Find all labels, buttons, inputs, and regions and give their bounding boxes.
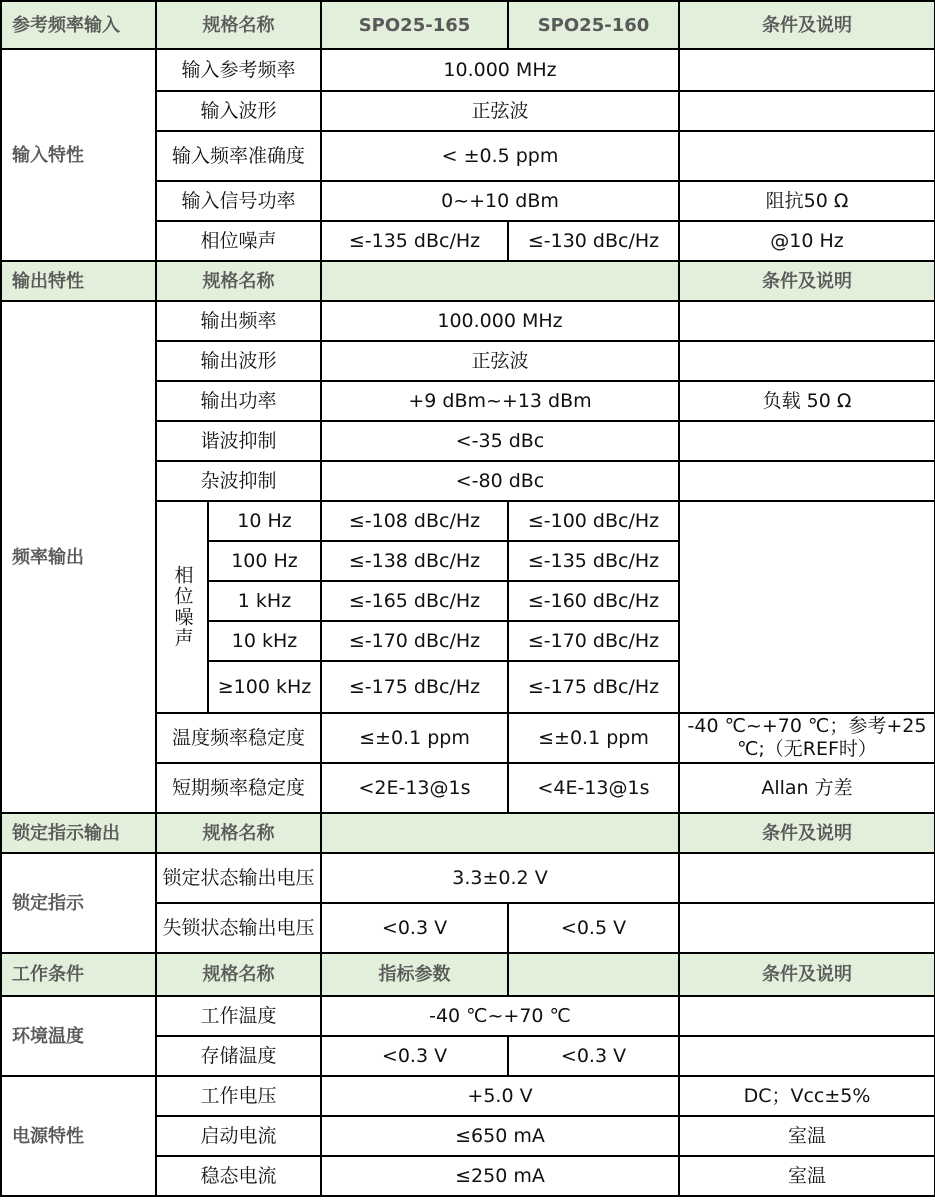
spec-name: 锁定状态输出电压 <box>156 853 321 903</box>
spec-value-model2: <0.3 V <box>508 1036 679 1076</box>
spec-value: 0~+10 dBm <box>321 181 679 221</box>
col-header-empty <box>321 813 679 853</box>
spec-cond <box>679 1036 935 1076</box>
offset: 10 Hz <box>208 501 321 541</box>
section-title: 锁定指示输出 <box>1 813 156 853</box>
spec-cond <box>679 903 935 953</box>
spec-value-model2: ≤-135 dBc/Hz <box>508 541 679 581</box>
spec-cond <box>679 853 935 903</box>
spec-name: 输出波形 <box>156 341 321 381</box>
offset: 1 kHz <box>208 581 321 621</box>
spec-cond <box>679 91 935 131</box>
group-label: 频率输出 <box>1 301 156 813</box>
section-title: 参考频率输入 <box>1 1 156 49</box>
header-row <box>1 953 935 996</box>
table-row <box>1 853 935 903</box>
header-row <box>1 1 935 49</box>
spec-name: 工作电压 <box>156 1076 321 1116</box>
spec-name: 工作温度 <box>156 996 321 1036</box>
spec-name: 存储温度 <box>156 1036 321 1076</box>
section-title: 输出特性 <box>1 261 156 301</box>
group-label: 电源特性 <box>1 1076 156 1196</box>
spec-value-model1: ≤-175 dBc/Hz <box>321 661 508 713</box>
spec-value: 100.000 MHz <box>321 301 679 341</box>
spec-name: 输入信号功率 <box>156 181 321 221</box>
group-label: 环境温度 <box>1 996 156 1076</box>
spec-name: 相位噪声 <box>156 221 321 261</box>
spec-value-model2: <4E-13@1s <box>508 763 679 813</box>
spec-cond: 阻抗50 Ω <box>679 181 935 221</box>
col-header-cond: 条件及说明 <box>679 261 935 301</box>
col-header-cond: 条件及说明 <box>679 1 935 49</box>
spec-value-model2: ≤±0.1 ppm <box>508 713 679 763</box>
spec-name: 稳态电流 <box>156 1156 321 1196</box>
col-header-spec: 规格名称 <box>156 261 321 301</box>
spec-value-model2: ≤-175 dBc/Hz <box>508 661 679 713</box>
spec-name: 温度频率稳定度 <box>156 713 321 763</box>
spec-cond <box>679 421 935 461</box>
table-row <box>1 1076 935 1116</box>
col-header-spec: 规格名称 <box>156 1 321 49</box>
table-row <box>1 301 935 341</box>
spec-value-model1: ≤-138 dBc/Hz <box>321 541 508 581</box>
spec-cond <box>679 996 935 1036</box>
spec-name: 谐波抑制 <box>156 421 321 461</box>
col-header-spec: 规格名称 <box>156 953 321 996</box>
spec-value-model2: ≤-160 dBc/Hz <box>508 581 679 621</box>
col-header-param: 指标参数 <box>321 953 508 996</box>
col-header-cond: 条件及说明 <box>679 953 935 996</box>
spec-cond: DC；Vcc±5% <box>679 1076 935 1116</box>
col-header-empty <box>321 261 679 301</box>
spec-cond <box>679 49 935 91</box>
col-header-model2: SPO25-160 <box>508 1 679 49</box>
spec-cond: 室温 <box>679 1156 935 1196</box>
spec-value: ≤250 mA <box>321 1156 679 1196</box>
offset: 100 Hz <box>208 541 321 581</box>
spec-name: 启动电流 <box>156 1116 321 1156</box>
spec-value-model1: ≤-165 dBc/Hz <box>321 581 508 621</box>
spec-name: 短期频率稳定度 <box>156 763 321 813</box>
spec-value: 10.000 MHz <box>321 49 679 91</box>
spec-name: 失锁状态输出电压 <box>156 903 321 953</box>
spec-value: < ±0.5 ppm <box>321 131 679 181</box>
spec-cond <box>679 131 935 181</box>
spec-value-model2: <0.5 V <box>508 903 679 953</box>
spec-value-model2: ≤-100 dBc/Hz <box>508 501 679 541</box>
spec-value: -40 ℃~+70 ℃ <box>321 996 679 1036</box>
table-row <box>1 49 935 91</box>
spec-value: ≤650 mA <box>321 1116 679 1156</box>
phase-noise-label: 相位噪声 <box>156 501 208 713</box>
col-header-spec: 规格名称 <box>156 813 321 853</box>
spec-cond <box>679 461 935 501</box>
spec-name: 输入参考频率 <box>156 49 321 91</box>
spec-name: 杂波抑制 <box>156 461 321 501</box>
spec-value-model1: ≤±0.1 ppm <box>321 713 508 763</box>
spec-value: <-35 dBc <box>321 421 679 461</box>
group-label: 锁定指示 <box>1 853 156 953</box>
header-row <box>1 261 935 301</box>
spec-value-model1: ≤-135 dBc/Hz <box>321 221 508 261</box>
spec-cond: Allan 方差 <box>679 763 935 813</box>
spec-cond: @10 Hz <box>679 221 935 261</box>
spec-value-model1: ≤-108 dBc/Hz <box>321 501 508 541</box>
group-label: 输入特性 <box>1 49 156 261</box>
spec-value-model1: <0.3 V <box>321 1036 508 1076</box>
spec-value-model1: ≤-170 dBc/Hz <box>321 621 508 661</box>
spec-cond <box>679 341 935 381</box>
spec-value: 正弦波 <box>321 91 679 131</box>
spec-cond: 负载 50 Ω <box>679 381 935 421</box>
section-title: 工作条件 <box>1 953 156 996</box>
spec-value-model1: <2E-13@1s <box>321 763 508 813</box>
spec-cond: -40 ℃~+70 ℃；参考+25 ℃;（无REF时） <box>679 713 935 763</box>
spec-value-model2: ≤-130 dBc/Hz <box>508 221 679 261</box>
spec-name: 输出频率 <box>156 301 321 341</box>
spec-value: 正弦波 <box>321 341 679 381</box>
spec-name: 输出功率 <box>156 381 321 421</box>
spec-value: +5.0 V <box>321 1076 679 1116</box>
spec-name: 输入波形 <box>156 91 321 131</box>
spec-value-model2: ≤-170 dBc/Hz <box>508 621 679 661</box>
spec-value-model1: <0.3 V <box>321 903 508 953</box>
spec-value: 3.3±0.2 V <box>321 853 679 903</box>
offset: 10 kHz <box>208 621 321 661</box>
col-header-model1: SPO25-165 <box>321 1 508 49</box>
spec-name: 输入频率准确度 <box>156 131 321 181</box>
offset: ≥100 kHz <box>208 661 321 713</box>
spec-cond <box>679 501 935 713</box>
spec-value: <-80 dBc <box>321 461 679 501</box>
col-header-cond: 条件及说明 <box>679 813 935 853</box>
table-row <box>1 996 935 1036</box>
spec-cond <box>679 301 935 341</box>
col-header-empty <box>508 953 679 996</box>
header-row <box>1 813 935 853</box>
spec-cond: 室温 <box>679 1116 935 1156</box>
spec-value: +9 dBm~+13 dBm <box>321 381 679 421</box>
